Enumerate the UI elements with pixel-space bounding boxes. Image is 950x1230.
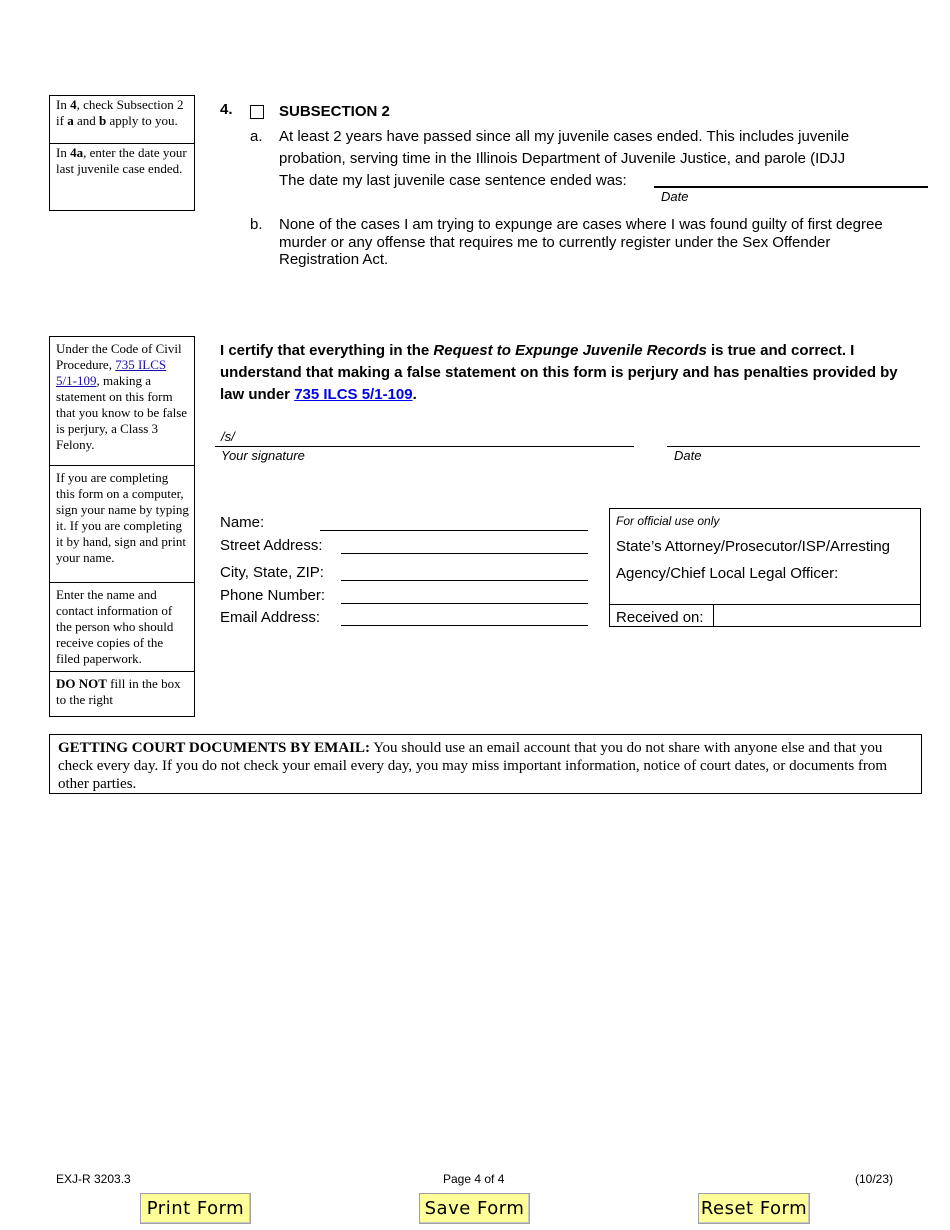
- official-use-line1: State’s Attorney/Prosecutor/ISP/Arresting: [616, 538, 891, 555]
- email-label: Email Address:: [220, 609, 321, 626]
- item-a-letter: a.: [250, 128, 263, 145]
- ilcs-link-certify[interactable]: 735 ILCS 5/1-109: [294, 386, 413, 403]
- instruction-do-not-fill: DO NOT fill in the box to the right: [56, 676, 181, 707]
- form-version: (10/23): [855, 1172, 894, 1186]
- official-use-box: [609, 508, 921, 627]
- item-a-line1: At least 2 years have passed since all my juvenile cases ended. This includes juvenile: [279, 128, 850, 145]
- juvenile-end-date-caption: Date: [661, 189, 689, 204]
- subsection2-title: SUBSECTION 2: [279, 103, 390, 120]
- phone-field[interactable]: [341, 603, 588, 604]
- street-label: Street Address:: [220, 537, 323, 554]
- save-form-button[interactable]: Save Form: [419, 1193, 530, 1224]
- name-label: Name:: [220, 514, 265, 531]
- city-label: City, State, ZIP:: [220, 564, 324, 581]
- signature-caption: Your signature: [221, 448, 305, 463]
- item-a-line2: probation, serving time in the Illinois Department of Juvenile Justice, and parole (IDJJ: [279, 150, 846, 167]
- item-b-letter: b.: [250, 216, 263, 233]
- signature-date-caption: Date: [674, 448, 702, 463]
- instruction-perjury: Under the Code of Civil Procedure, 735 ILCS 5/1-109, making a statement on this form that you know to be false is perjury, a Class 3 Felony.: [50, 337, 194, 466]
- instructions-box-section4: [49, 95, 195, 211]
- item-b-text: None of the cases I am trying to expunge are cases where I was found guilty of first degree murder or any offense that requires me to currently register under the Sex Offender Registration Act.: [279, 216, 883, 268]
- signature-line: [215, 446, 634, 447]
- official-use-line2: Agency/Chief Local Legal Officer:: [616, 565, 839, 582]
- section-number: 4.: [220, 101, 233, 118]
- email-field[interactable]: [341, 625, 588, 626]
- print-form-button[interactable]: Print Form: [140, 1193, 251, 1224]
- signature-date-field[interactable]: [667, 446, 920, 447]
- received-on-field: [713, 604, 921, 626]
- item-a-line3: The date my last juvenile case sentence ended was:: [279, 172, 627, 189]
- instruction-signature: If you are completing this form on a computer, sign your name by typing it. If you are completing it by hand, sign and print your name.: [50, 466, 194, 583]
- instruction-enter-date: In 4a, enter the date your last juvenile case ended.: [56, 145, 187, 176]
- signature-value[interactable]: /s/: [221, 429, 235, 444]
- phone-label: Phone Number:: [220, 587, 326, 604]
- received-on-label: Received on:: [616, 609, 704, 626]
- city-field[interactable]: [341, 580, 588, 581]
- instructions-box-certify: [49, 336, 195, 717]
- street-field[interactable]: [341, 553, 588, 554]
- instruction-contact: Enter the name and contact information of the person who should receive copies of the filed paperwork.: [50, 583, 194, 672]
- name-field[interactable]: [320, 530, 588, 531]
- page-number: Page 4 of 4: [443, 1172, 505, 1186]
- subsection2-checkbox[interactable]: [250, 105, 264, 119]
- ilcs-link-sidebar[interactable]: 735 ILCS 5/1-109: [56, 357, 167, 388]
- form-code: EXJ-R 3203.3: [56, 1172, 131, 1186]
- instruction-check-subsection: In 4, check Subsection 2 if a and b apply to you.: [50, 96, 194, 144]
- official-use-heading: For official use only: [616, 514, 720, 528]
- reset-form-button[interactable]: Reset Form: [698, 1193, 810, 1224]
- certification-statement: I certify that everything in the Request to Expunge Juvenile Records is true and correct. I understand that making a false statement on this form is perjury and has penalties provided by law under 735 ILCS 5/1-109.: [220, 342, 898, 403]
- email-notice-box: GETTING COURT DOCUMENTS BY EMAIL: You should use an email account that you do not share with anyone else and that you check every day. If you do not check your email every day, you may miss important information, notice of court dates, or documents from other parties.: [49, 734, 922, 794]
- juvenile-end-date-field[interactable]: [654, 186, 928, 188]
